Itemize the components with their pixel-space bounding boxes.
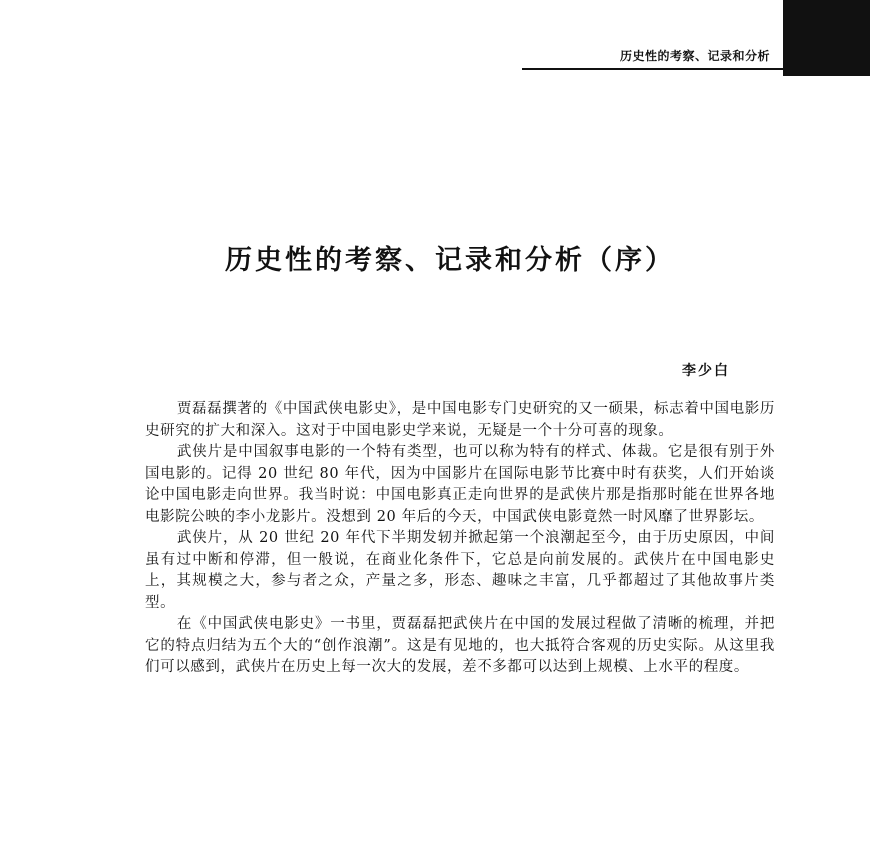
paragraph: 武侠片是中国叙事电影的一个特有类型，也可以称为特有的样式、体裁。它是很有别于外国电影的。记得 20 世纪 80 年代，因为中国影片在国际电影节比赛中时有获奖，人们开始谈论中国电影走向世界。我当时说：中国电影真正走向世界的是武侠片那是指那时能在世界各地电影院公映的李小龙影片。没想到 20 年后的今天，中国武侠电影竟然一时风靡了世界影坛。 xyxy=(145,444,775,525)
paragraph: 在《中国武侠电影史》一书里，贾磊磊把武侠片在中国的发展过程做了清晰的梳理，并把它的特点归结为五个大的“创作浪潮”。这是有见地的，也大抵符合客观的历史实际。从这里我们可以感到，武侠片在历史上每一次大的发展，差不多都可以达到上规模、上水平的程度。 xyxy=(145,616,775,675)
chapter-title: 历史性的考察、记录和分析（序） xyxy=(225,245,675,276)
paragraph: 武侠片，从 20 世纪 20 年代下半期发轫并掀起第一个浪潮起至今，由于历史原因，中间虽有过中断和停滞，但一般说，在商业化条件下，它总是向前发展的。武侠片在中国电影史上，其规模之大，参与者之众，产量之多，形态、趣味之丰富，几乎都超过了其他故事片类型。 xyxy=(145,530,775,611)
running-header-title: 历史性的考察、记录和分析 xyxy=(619,49,770,63)
header-rule xyxy=(522,68,783,70)
paragraph: 贾磊磊撰著的《中国武侠电影史》，是中国电影专门史研究的又一硕果，标志着中国电影历史研究的扩大和深入。这对于中国电影史学来说，无疑是一个十分可喜的现象。 xyxy=(145,401,775,439)
body-text xyxy=(145,399,775,679)
chapter-tab-block xyxy=(783,0,870,76)
author-name: 李少白 xyxy=(682,363,730,379)
